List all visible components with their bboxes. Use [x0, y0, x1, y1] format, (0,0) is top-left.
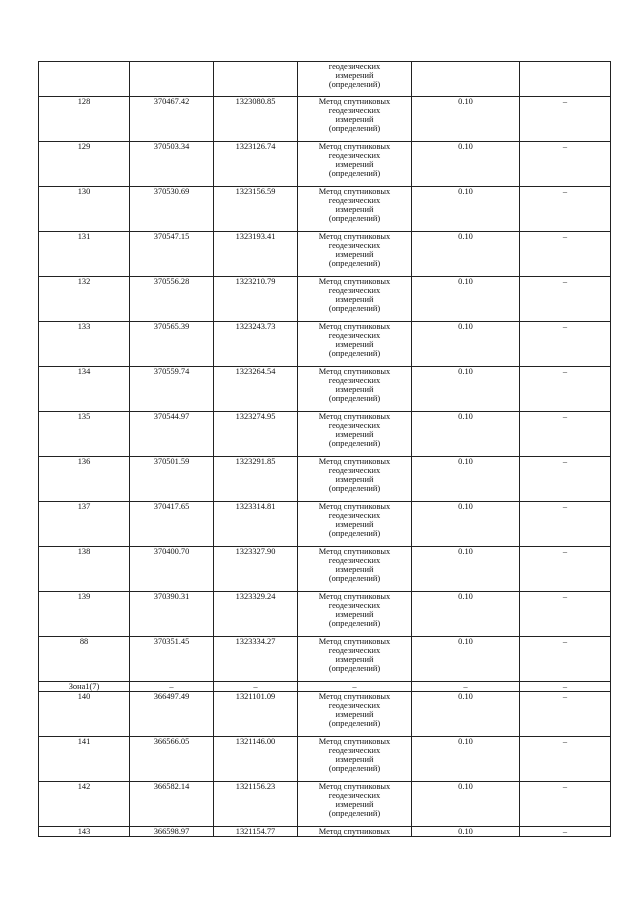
point-number-cell: 143: [39, 827, 130, 837]
x-coordinate-cell: 370565.39: [130, 322, 214, 367]
y-coordinate-cell: 1323329.24: [214, 592, 298, 637]
note-cell: –: [520, 277, 611, 322]
x-coordinate-cell: 366566.05: [130, 737, 214, 782]
point-number-cell: [39, 62, 130, 97]
zone-label-cell: Зона1(7): [39, 682, 130, 692]
accuracy-cell: 0.10: [412, 187, 520, 232]
point-number-cell: 142: [39, 782, 130, 827]
table-row: [39, 412, 611, 457]
zone-dash-cell: –: [298, 682, 412, 692]
accuracy-cell: 0.10: [412, 692, 520, 737]
x-coordinate-cell: 370503.34: [130, 142, 214, 187]
table-row: [39, 782, 611, 827]
x-coordinate-cell: [130, 62, 214, 97]
point-number-cell: 88: [39, 637, 130, 682]
table-row: [39, 277, 611, 322]
note-cell: –: [520, 97, 611, 142]
y-coordinate-cell: [214, 62, 298, 97]
y-coordinate-cell: 1323314.81: [214, 502, 298, 547]
table-row: [39, 692, 611, 737]
method-cell: Метод спутниковых геодезических измерений (определений): [298, 547, 412, 592]
y-coordinate-cell: 1323210.79: [214, 277, 298, 322]
note-cell: –: [520, 547, 611, 592]
x-coordinate-cell: 366598.97: [130, 827, 214, 837]
y-coordinate-cell: 1323264.54: [214, 367, 298, 412]
note-cell: –: [520, 457, 611, 502]
accuracy-cell: 0.10: [412, 502, 520, 547]
table-row: [39, 547, 611, 592]
y-coordinate-cell: 1321154.77: [214, 827, 298, 837]
accuracy-cell: 0.10: [412, 457, 520, 502]
x-coordinate-cell: 370547.15: [130, 232, 214, 277]
x-coordinate-cell: 370417.65: [130, 502, 214, 547]
table-row: [39, 232, 611, 277]
note-cell: –: [520, 592, 611, 637]
method-cell: Метод спутниковых геодезических измерений (определений): [298, 367, 412, 412]
y-coordinate-cell: 1323080.85: [214, 97, 298, 142]
note-cell: –: [520, 637, 611, 682]
method-cell: Метод спутниковых геодезических измерений (определений): [298, 97, 412, 142]
accuracy-cell: 0.10: [412, 322, 520, 367]
method-cell: Метод спутниковых геодезических измерений (определений): [298, 692, 412, 737]
point-number-cell: 136: [39, 457, 130, 502]
x-coordinate-cell: 366497.49: [130, 692, 214, 737]
y-coordinate-cell: 1323243.73: [214, 322, 298, 367]
accuracy-cell: [412, 62, 520, 97]
table-row: [39, 142, 611, 187]
accuracy-cell: 0.10: [412, 142, 520, 187]
table-row: [39, 457, 611, 502]
zone-dash-cell: –: [214, 682, 298, 692]
coordinates-table: [38, 61, 611, 837]
method-cell: Метод спутниковых геодезических измерений (определений): [298, 412, 412, 457]
x-coordinate-cell: 366582.14: [130, 782, 214, 827]
x-coordinate-cell: 370351.45: [130, 637, 214, 682]
note-cell: –: [520, 322, 611, 367]
note-cell: [520, 62, 611, 97]
accuracy-cell: 0.10: [412, 232, 520, 277]
zone-dash-cell: –: [412, 682, 520, 692]
method-cell: Метод спутниковых геодезических измерений (определений): [298, 782, 412, 827]
table-row: [39, 187, 611, 232]
method-cell: Метод спутниковых: [298, 827, 412, 837]
y-coordinate-cell: 1323156.59: [214, 187, 298, 232]
x-coordinate-cell: 370544.97: [130, 412, 214, 457]
point-number-cell: 128: [39, 97, 130, 142]
table-row: [39, 592, 611, 637]
note-cell: –: [520, 502, 611, 547]
accuracy-cell: 0.10: [412, 367, 520, 412]
note-cell: –: [520, 232, 611, 277]
point-number-cell: 129: [39, 142, 130, 187]
note-cell: –: [520, 692, 611, 737]
point-number-cell: 139: [39, 592, 130, 637]
method-cell: Метод спутниковых геодезических измерений (определений): [298, 187, 412, 232]
accuracy-cell: 0.10: [412, 592, 520, 637]
accuracy-cell: 0.10: [412, 97, 520, 142]
table-row: [39, 97, 611, 142]
point-number-cell: 133: [39, 322, 130, 367]
y-coordinate-cell: 1321156.23: [214, 782, 298, 827]
accuracy-cell: 0.10: [412, 412, 520, 457]
x-coordinate-cell: 370559.74: [130, 367, 214, 412]
point-number-cell: 131: [39, 232, 130, 277]
note-cell: –: [520, 187, 611, 232]
zone-row: [39, 682, 611, 692]
method-cell: Метод спутниковых геодезических измерений (определений): [298, 737, 412, 782]
y-coordinate-cell: 1323274.95: [214, 412, 298, 457]
y-coordinate-cell: 1323291.85: [214, 457, 298, 502]
y-coordinate-cell: 1323126.74: [214, 142, 298, 187]
table-row: [39, 737, 611, 782]
method-cell: Метод спутниковых геодезических измерений (определений): [298, 457, 412, 502]
accuracy-cell: 0.10: [412, 277, 520, 322]
point-number-cell: 137: [39, 502, 130, 547]
accuracy-cell: 0.10: [412, 827, 520, 837]
coordinates-table-body: [39, 62, 611, 837]
method-cell: Метод спутниковых геодезических измерений (определений): [298, 277, 412, 322]
y-coordinate-cell: 1323334.27: [214, 637, 298, 682]
method-cell: Метод спутниковых геодезических измерений (определений): [298, 637, 412, 682]
y-coordinate-cell: 1321101.09: [214, 692, 298, 737]
method-cell: геодезических измерений (определений): [298, 62, 412, 97]
x-coordinate-cell: 370530.69: [130, 187, 214, 232]
note-cell: –: [520, 782, 611, 827]
accuracy-cell: 0.10: [412, 782, 520, 827]
point-number-cell: 130: [39, 187, 130, 232]
accuracy-cell: 0.10: [412, 547, 520, 592]
y-coordinate-cell: 1323327.90: [214, 547, 298, 592]
point-number-cell: 134: [39, 367, 130, 412]
x-coordinate-cell: 370501.59: [130, 457, 214, 502]
table-row: [39, 827, 611, 837]
note-cell: –: [520, 737, 611, 782]
x-coordinate-cell: 370400.70: [130, 547, 214, 592]
method-cell: Метод спутниковых геодезических измерений (определений): [298, 232, 412, 277]
zone-dash-cell: –: [520, 682, 611, 692]
point-number-cell: 141: [39, 737, 130, 782]
accuracy-cell: 0.10: [412, 637, 520, 682]
point-number-cell: 132: [39, 277, 130, 322]
accuracy-cell: 0.10: [412, 737, 520, 782]
note-cell: –: [520, 412, 611, 457]
point-number-cell: 138: [39, 547, 130, 592]
table-row: [39, 322, 611, 367]
y-coordinate-cell: 1323193.41: [214, 232, 298, 277]
method-cell: Метод спутниковых геодезических измерений (определений): [298, 592, 412, 637]
table-row-continued: [39, 62, 611, 97]
note-cell: –: [520, 827, 611, 837]
table-row: [39, 367, 611, 412]
y-coordinate-cell: 1321146.00: [214, 737, 298, 782]
method-cell: Метод спутниковых геодезических измерений (определений): [298, 322, 412, 367]
table-row: [39, 637, 611, 682]
x-coordinate-cell: 370556.28: [130, 277, 214, 322]
zone-dash-cell: –: [130, 682, 214, 692]
method-cell: Метод спутниковых геодезических измерений (определений): [298, 142, 412, 187]
x-coordinate-cell: 370390.31: [130, 592, 214, 637]
method-cell: Метод спутниковых геодезических измерений (определений): [298, 502, 412, 547]
table-row: [39, 502, 611, 547]
point-number-cell: 135: [39, 412, 130, 457]
x-coordinate-cell: 370467.42: [130, 97, 214, 142]
point-number-cell: 140: [39, 692, 130, 737]
note-cell: –: [520, 367, 611, 412]
note-cell: –: [520, 142, 611, 187]
